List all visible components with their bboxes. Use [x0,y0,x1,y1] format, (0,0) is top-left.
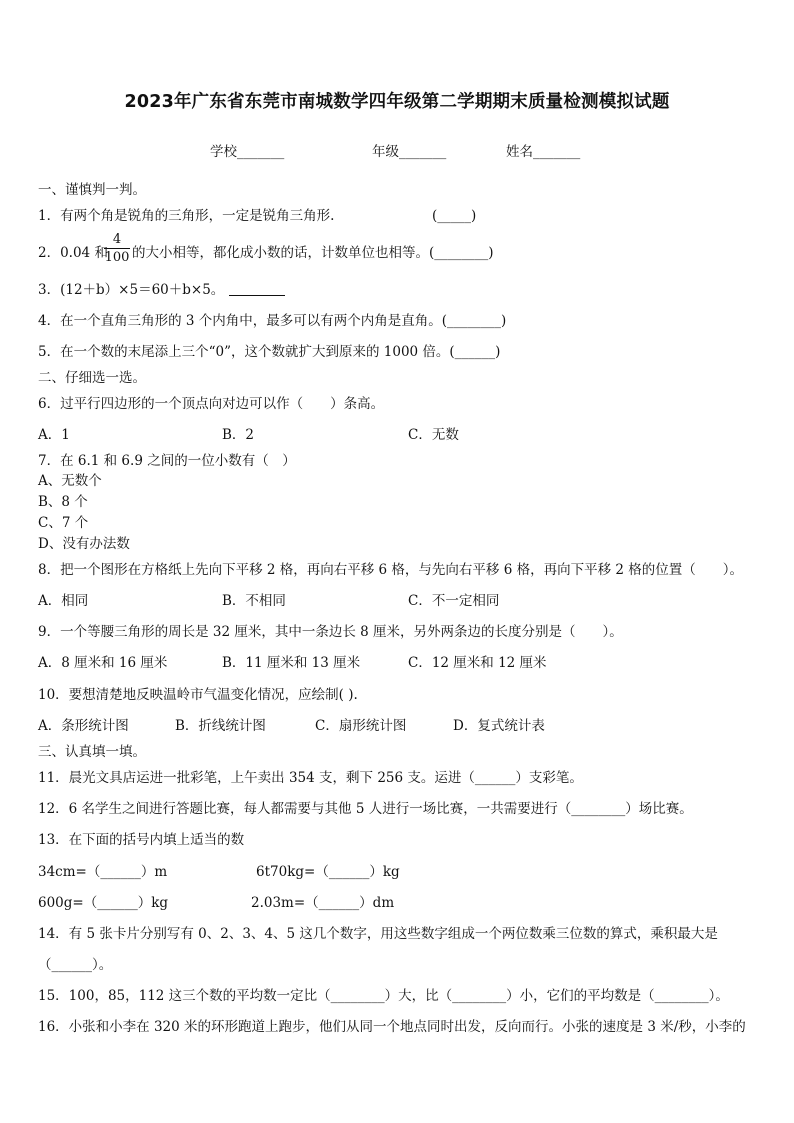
question-1: 1．有两个角是锐角的三角形，一定是锐角三角形. [38,208,335,224]
section-1-heading: 一、谨慎判一判。 [38,182,146,198]
question-6-option-b: B．2 [222,427,255,443]
question-7: 7．在 6.1 和 6.9 之间的一位小数有（ ） [38,453,296,469]
question-13-item-3: 600g=（______）kg [38,895,169,911]
question-8-option-b: B．不相同 [222,593,286,609]
question-2-part-b: 的大小相等，都化成小数的话，计数单位也相等。(________) [132,245,494,261]
fraction-denominator: 100 [104,250,130,265]
question-13-item-1: 34cm=（______）m [38,864,168,880]
question-15: 15．100，85，112 这三个数的平均数一定比（________）大，比（________）小，它们的平均数是（________）。 [38,988,729,1004]
question-7-option-b: B、8 个 [38,494,88,510]
question-6: 6．过平行四边形的一个顶点向对边可以作（ ）条高。 [38,396,385,412]
question-13-item-4: 2.03m=（______）dm [251,895,395,911]
question-14-line-2: （______）。 [38,957,113,973]
question-8-option-a: A．相同 [38,593,89,609]
question-7-option-c: C、7 个 [38,515,89,531]
question-16: 16．小张和小李在 320 米的环形跑道上跑步，他们从同一个地点同时出发，反向而行。小张的速度是 3 米/秒，小李的 [38,1019,746,1035]
question-10-option-d: D．复式统计表 [453,718,545,734]
question-7-option-a: A、无数个 [38,473,102,489]
section-3-heading: 三、认真填一填。 [38,744,146,760]
question-4: 4．在一个直角三角形的 3 个内角中，最多可以有两个内角是直角。(________) [38,313,507,329]
question-9-option-b: B．11 厘米和 13 厘米 [222,655,361,671]
question-3-text: 3．(12＋b）×5＝60＋b×5。 [38,282,225,298]
question-3 [38,281,285,299]
page-title: 2023年广东省东莞市南城数学四年级第二学期期末质量检测模拟试题 [124,92,670,112]
question-2-part-a: 2．0.04 和 [38,245,108,261]
name-field: 姓名_______ [506,144,581,160]
question-9-option-a: A．8 厘米和 16 厘米 [38,655,168,671]
question-1-answer-blank: (_____) [432,208,477,224]
grade-field: 年级_______ [372,144,447,160]
question-5: 5．在一个数的末尾添上三个“0”，这个数就扩大到原来的 1000 倍。(______) [38,344,501,360]
question-10-option-b: B．折线统计图 [175,718,266,734]
question-8-option-c: C．不一定相同 [408,593,500,609]
question-10-option-c: C．扇形统计图 [315,718,407,734]
fraction-4-over-100 [104,232,130,265]
fraction-bar [104,248,130,249]
question-8: 8．把一个图形在方格纸上先向下平移 2 格，再向右平移 6 格，与先向右平移 6 格，再向下平移 2 格的位置（ ）。 [38,562,744,578]
question-7-option-d: D、没有办法数 [38,536,130,552]
school-field: 学校_______ [210,144,285,160]
question-6-option-a: A．1 [38,427,70,443]
question-12: 12．6 名学生之间进行答题比赛，每人都需要与其他 5 人进行一场比赛，一共需要进行（________）场比赛。 [38,801,693,817]
question-14-line-1: 14．有 5 张卡片分别写有 0、2、3、4、5 这几个数字，用这些数字组成一个两位数乘三位数的算式，乘积最大是 [38,926,718,942]
question-13: 13．在下面的括号内填上适当的数 [38,832,245,848]
question-10: 10．要想清楚地反映温岭市气温变化情况，应绘制( ). [38,687,358,703]
fraction-numerator: 4 [112,232,122,247]
question-13-item-2: 6t70kg=（______）kg [256,864,400,880]
section-2-heading: 二、仔细选一选。 [38,370,146,386]
question-9-option-c: C．12 厘米和 12 厘米 [408,655,547,671]
question-3-answer-line [229,282,285,296]
question-9: 9．一个等腰三角形的周长是 32 厘米，其中一条边长 8 厘米，另外两条边的长度分别是（ ）。 [38,624,623,640]
question-11: 11．晨光文具店运进一批彩笔，上午卖出 354 支，剩下 256 支。运进（______）支彩笔。 [38,770,583,786]
question-10-option-a: A．条形统计图 [38,718,129,734]
question-6-option-c: C．无数 [408,427,459,443]
